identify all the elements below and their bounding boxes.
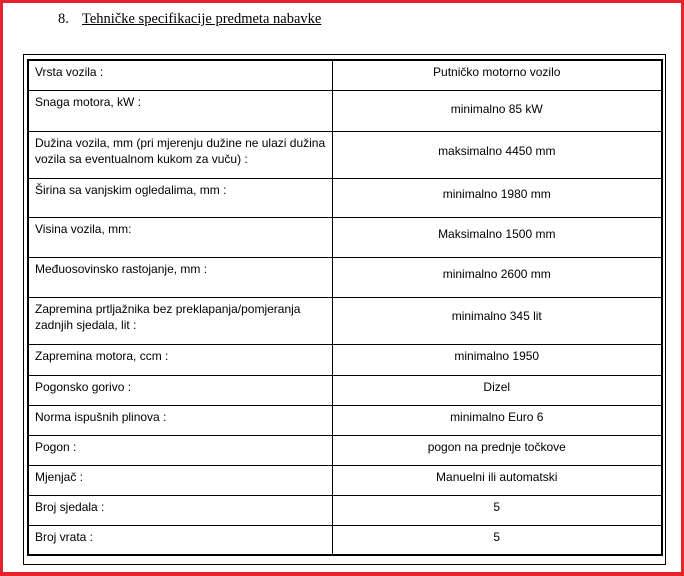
row-value: pogon na prednje točkove (427, 439, 566, 454)
row-value: minimalno 1980 mm (442, 186, 551, 201)
row-value-cell (332, 495, 662, 525)
table-row (28, 217, 662, 257)
specification-table (27, 59, 663, 556)
row-value-cell (332, 90, 662, 131)
row-value: minimalno 345 lit (451, 308, 542, 323)
row-value: Putničko motorno vozilo (433, 65, 561, 79)
row-label: Međuosovinsko rastojanje, mm : (28, 257, 332, 297)
row-value-cell (332, 178, 662, 217)
table-row (28, 131, 662, 178)
row-value-cell (332, 435, 662, 465)
table-row (28, 178, 662, 217)
row-value-cell (332, 405, 662, 435)
row-value: 5 (493, 499, 501, 514)
row-value-cell (332, 344, 662, 375)
table-row (28, 90, 662, 131)
table-row (28, 495, 662, 525)
row-value: 5 (493, 529, 501, 544)
row-value: minimalno 1950 (454, 348, 540, 363)
row-label: Dužina vozila, mm (pri mjerenju dužine ne ulazi dužina vozila sa eventualnom kukom za vuču) : (28, 131, 332, 178)
row-value-cell (332, 297, 662, 344)
row-value: Maksimalno 1500 mm (438, 226, 556, 241)
section-heading (58, 11, 321, 28)
row-label: Broj vrata : (28, 525, 332, 555)
row-value: minimalno Euro 6 (450, 409, 544, 424)
row-value: maksimalno 4450 mm (438, 143, 556, 158)
table-row (28, 435, 662, 465)
row-value: Dizel (483, 379, 511, 394)
row-value: minimalno 85 kW (450, 101, 543, 116)
row-label: Snaga motora, kW : (28, 90, 332, 131)
table-row (28, 465, 662, 495)
row-label: Zapremina prtljažnika bez preklapanja/pomjeranja zadnjih sjedala, lit : (28, 297, 332, 344)
row-value-cell (332, 60, 662, 90)
table-row (28, 344, 662, 375)
table-row (28, 525, 662, 555)
row-value-cell (332, 375, 662, 405)
row-value-cell (332, 465, 662, 495)
row-label: Širina sa vanjskim ogledalima, mm : (28, 178, 332, 217)
row-value-cell (332, 257, 662, 297)
row-label: Pogon : (28, 435, 332, 465)
row-label: Mjenjač : (28, 465, 332, 495)
row-label: Pogonsko gorivo : (28, 375, 332, 405)
row-value: minimalno 2600 mm (442, 266, 551, 281)
table-row (28, 60, 662, 90)
row-value-cell (332, 217, 662, 257)
row-label: Broj sjedala : (28, 495, 332, 525)
row-label: Visina vozila, mm: (28, 217, 332, 257)
section-number: 8. (58, 11, 69, 27)
table-row (28, 297, 662, 344)
row-label: Norma ispušnih plinova : (28, 405, 332, 435)
table-row (28, 257, 662, 297)
row-label: Zapremina motora, ccm : (28, 344, 332, 375)
row-label: Vrsta vozila : (28, 60, 332, 90)
row-value-cell (332, 131, 662, 178)
row-value: Manuelni ili automatski (436, 469, 558, 484)
table-row (28, 405, 662, 435)
section-title: Tehničke specifikacije predmeta nabavke (82, 11, 322, 27)
table-row (28, 375, 662, 405)
row-value-cell (332, 525, 662, 555)
